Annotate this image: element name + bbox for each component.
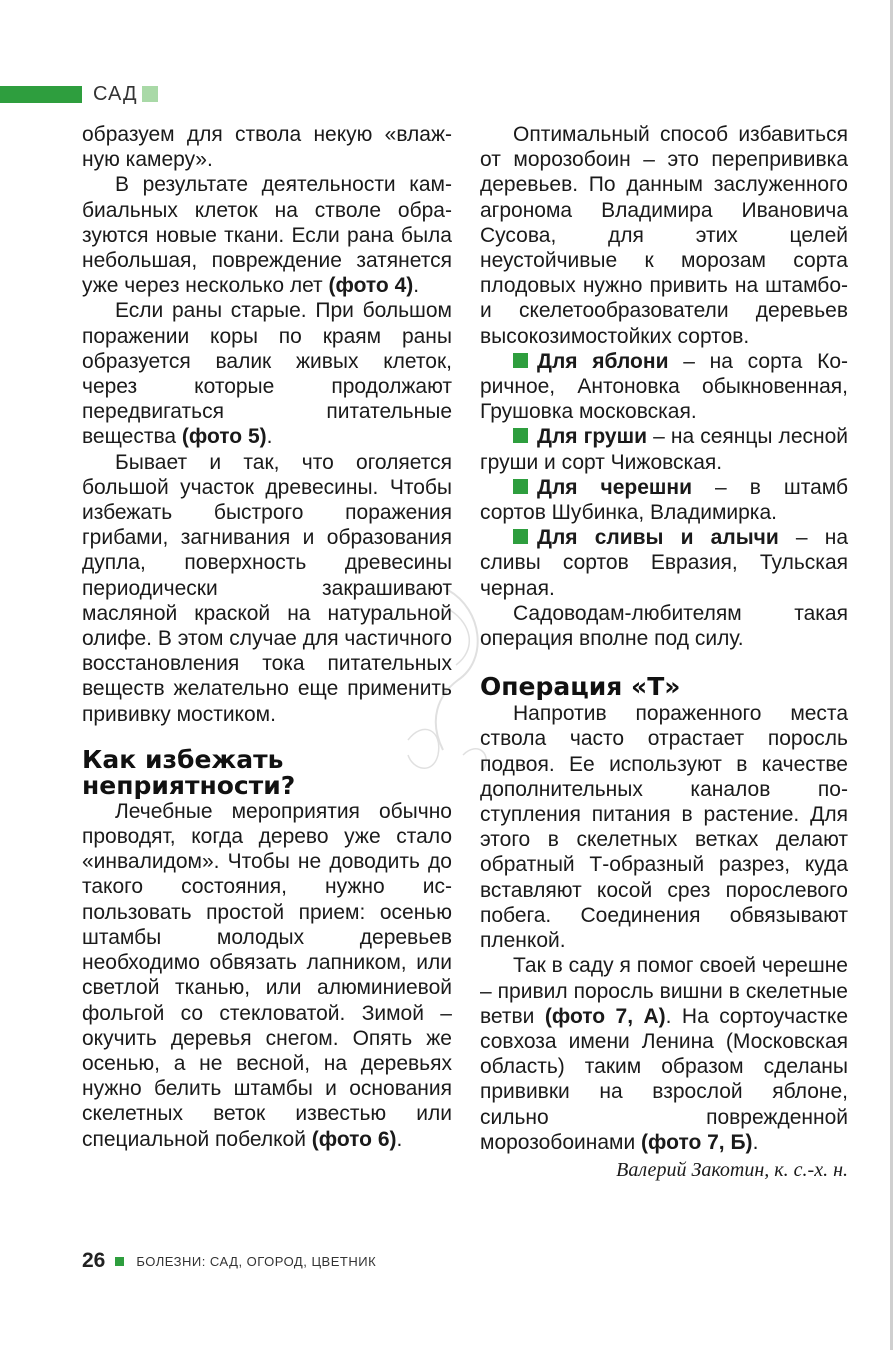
bullet-square-icon (513, 529, 528, 544)
left-column (82, 122, 452, 1152)
footer-square-icon (115, 1257, 124, 1266)
photo-reference: (фото 5) (181, 425, 267, 449)
section-label: САД (93, 83, 138, 105)
paragraph: Садоводам-любителям такая операция вполне под силу. (480, 601, 848, 651)
publication-title: БОЛЕЗНИ: САД, ОГОРОД, ЦВЕТНИК (136, 1253, 377, 1269)
list-item: Для груши – на сеянцы лесной груши и сорт Чижовская. (480, 425, 848, 474)
paragraph: Бывает и так, что оголяется большой участок древесины. Чтобы избежать быстрого поражения грибами, загнивания и образования дупла, поверхность древесины периодически закрашивают масляной краской на натуральной олифе. В этом случае для частичного восстановления тока питательных веществ желательно еще применить прививку мостиком. (82, 450, 452, 726)
section-square-icon (142, 86, 158, 102)
list-item: Для черешни – в штамб сортов Шубинка, Владимирка. (480, 475, 848, 525)
paragraph: образуем для ствола некую «влажную камеру». (82, 123, 452, 172)
photo-reference: (фото 7, Б) (641, 1130, 753, 1154)
right-column (480, 122, 848, 1183)
photo-reference: (фото 6) (311, 1127, 397, 1151)
list-item: Для сливы и алычи – на сливы сортов Евразия, Тульская черная. (480, 526, 848, 600)
paragraph: В результате деятельности камбиальных клеток на стволе образуются новые ткани. Если рана была небольшая, повреждение затянется уже через несколько лет (фото 4). (82, 173, 452, 298)
bullet-square-icon (513, 428, 528, 443)
photo-reference: (фото 7, А) (544, 1004, 666, 1028)
paragraph: Лечебные мероприятия обычно проводят, когда дерево уже стало «инвалидом». Чтобы не доводить до такого состояния, нужно использовать простой прием: осенью штамбы молодых деревьев необходимо обвязать лапником, или светлой тканью, или алюминиевой фольгой со стекловатой. Зимой – окучить деревья снегом. Опять же осенью, а не весной, на деревьях нужно белить штамбы и основания скелетных веток известью или специальной побелкой (фото 6). (82, 799, 452, 1151)
page-footer (82, 1249, 376, 1273)
section-heading: Как избежать неприятности? (82, 744, 296, 800)
list-item: Для яблони – на сорта Коричное, Антоновка обыкновенная, Грушовка московская. (480, 349, 848, 424)
author-signature: Валерий Закотин, к. с.-х. н. (616, 1158, 848, 1181)
bullet-square-icon (513, 353, 528, 368)
bullet-square-icon (513, 479, 528, 494)
paragraph: Напротив пораженного места ствола часто отрастает поросль подвоя. Ее используют в качестве дополнительных каналов поступления питания в растение. Для этого в скелетных ветках делают обратный Т-образный разрез, куда вставляют косой срез порослевого побега. Соединения обвязывают пленкой. (480, 702, 848, 953)
section-color-bar (0, 86, 82, 103)
paragraph: Так в саду я помог своей черешне – привил поросль вишни в скелетные ветви (фото 7, А). На сортоучастке совхоза имени Ленина (Московская область) таким образом сделаны прививки на взрослой яблоне, сильно поврежденной морозобоинами (фото 7, Б). (480, 954, 849, 1154)
paragraph: Если раны старые. При большом поражении коры по краям раны образуется валик живых клеток, через которые продолжают передвигаться питательные вещества (фото 5). (82, 299, 452, 449)
section-heading: Операция «Т» (480, 672, 681, 702)
page-number: 26 (82, 1249, 106, 1272)
paragraph: Оптимальный способ избавиться от морозобоин – это перепрививка деревьев. По данным заслуженного агронома Владимира Ивановича Сусова, для этих целей неустойчивые к морозам сорта плодовых нужно привить на штамбо- и скелетообразователи деревьев высокозимостойких сортов. (480, 123, 848, 348)
photo-reference: (фото 4) (328, 274, 414, 298)
